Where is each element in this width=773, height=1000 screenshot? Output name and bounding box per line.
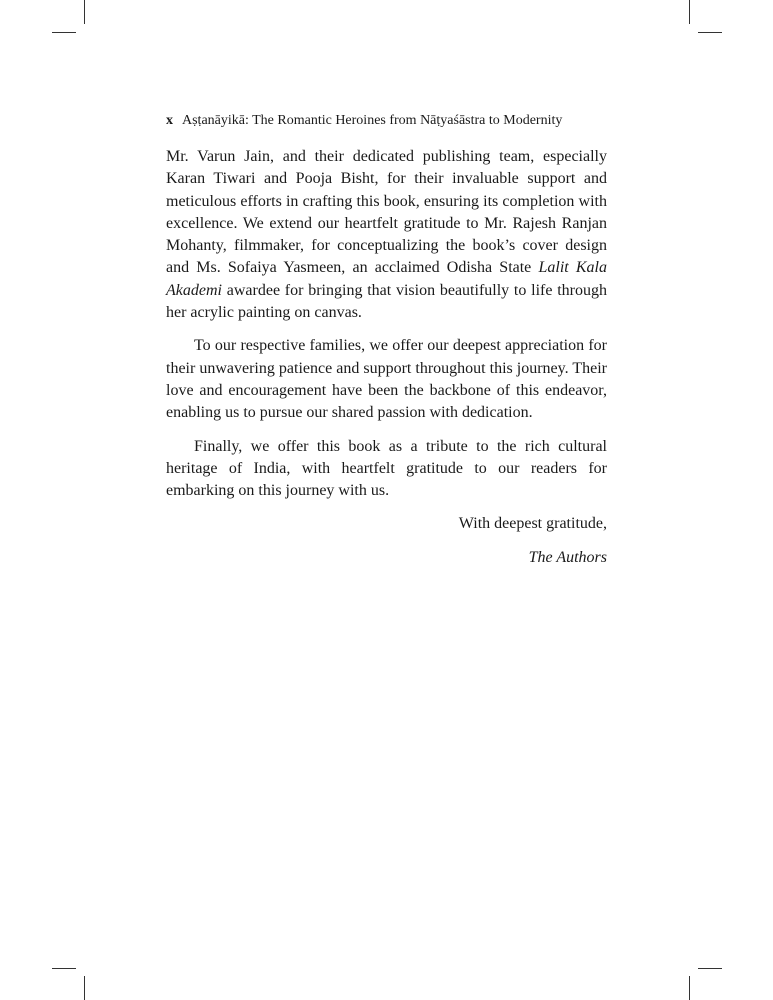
running-head bbox=[166, 112, 606, 130]
crop-mark-bottom-left-vertical bbox=[84, 976, 85, 1000]
crop-mark-top-right-horizontal bbox=[698, 32, 722, 33]
signature: The Authors bbox=[528, 548, 607, 566]
crop-mark-bottom-left-horizontal bbox=[52, 968, 76, 969]
crop-mark-top-right-vertical bbox=[689, 0, 690, 24]
paragraph-text: awardee for bringing that vision beautifully to life through her acrylic painting on canvas. bbox=[166, 281, 607, 322]
running-title: Aṣṭanāyikā: The Romantic Heroines from Nāṭyaśāstra to Modernity bbox=[182, 113, 563, 128]
paragraph-families: To our respective families, we offer our deepest appreciation for their unwavering patience and support throughout this journey. Their love and encouragement have been the backbone of this endeavor, enabling us to pursue our shared passion with dedication. bbox=[166, 337, 607, 422]
crop-mark-top-left-horizontal bbox=[52, 32, 76, 33]
page-number: x bbox=[166, 113, 173, 128]
closing-line: With deepest gratitude, bbox=[458, 515, 607, 533]
paragraph-text: Mr. Varun Jain, and their dedicated publishing team, especially Karan Tiwari and Pooja Bisht, for their invaluable support and meticulous efforts in crafting this book, ensuring its completion with excellence. We extend our heartfelt gratitude to Mr. Rajesh Ranjan Mohanty, filmmaker, for conceptualizing the book’s cover design and Ms. Sofaiya Yasmeen, an acclaimed Odisha State bbox=[166, 148, 607, 277]
crop-mark-top-left-vertical bbox=[84, 0, 85, 24]
italic-award-name: Lalit Kala Akademi bbox=[166, 259, 607, 299]
crop-mark-bottom-right-vertical bbox=[689, 976, 690, 1000]
body-text bbox=[166, 146, 607, 580]
paragraph-continued bbox=[166, 146, 607, 324]
crop-mark-bottom-right-horizontal bbox=[698, 968, 722, 969]
paragraph-finally: Finally, we offer this book as a tribute to the rich cultural heritage of India, with heartfelt gratitude to our readers for embarking on this journey with us. bbox=[166, 437, 607, 500]
